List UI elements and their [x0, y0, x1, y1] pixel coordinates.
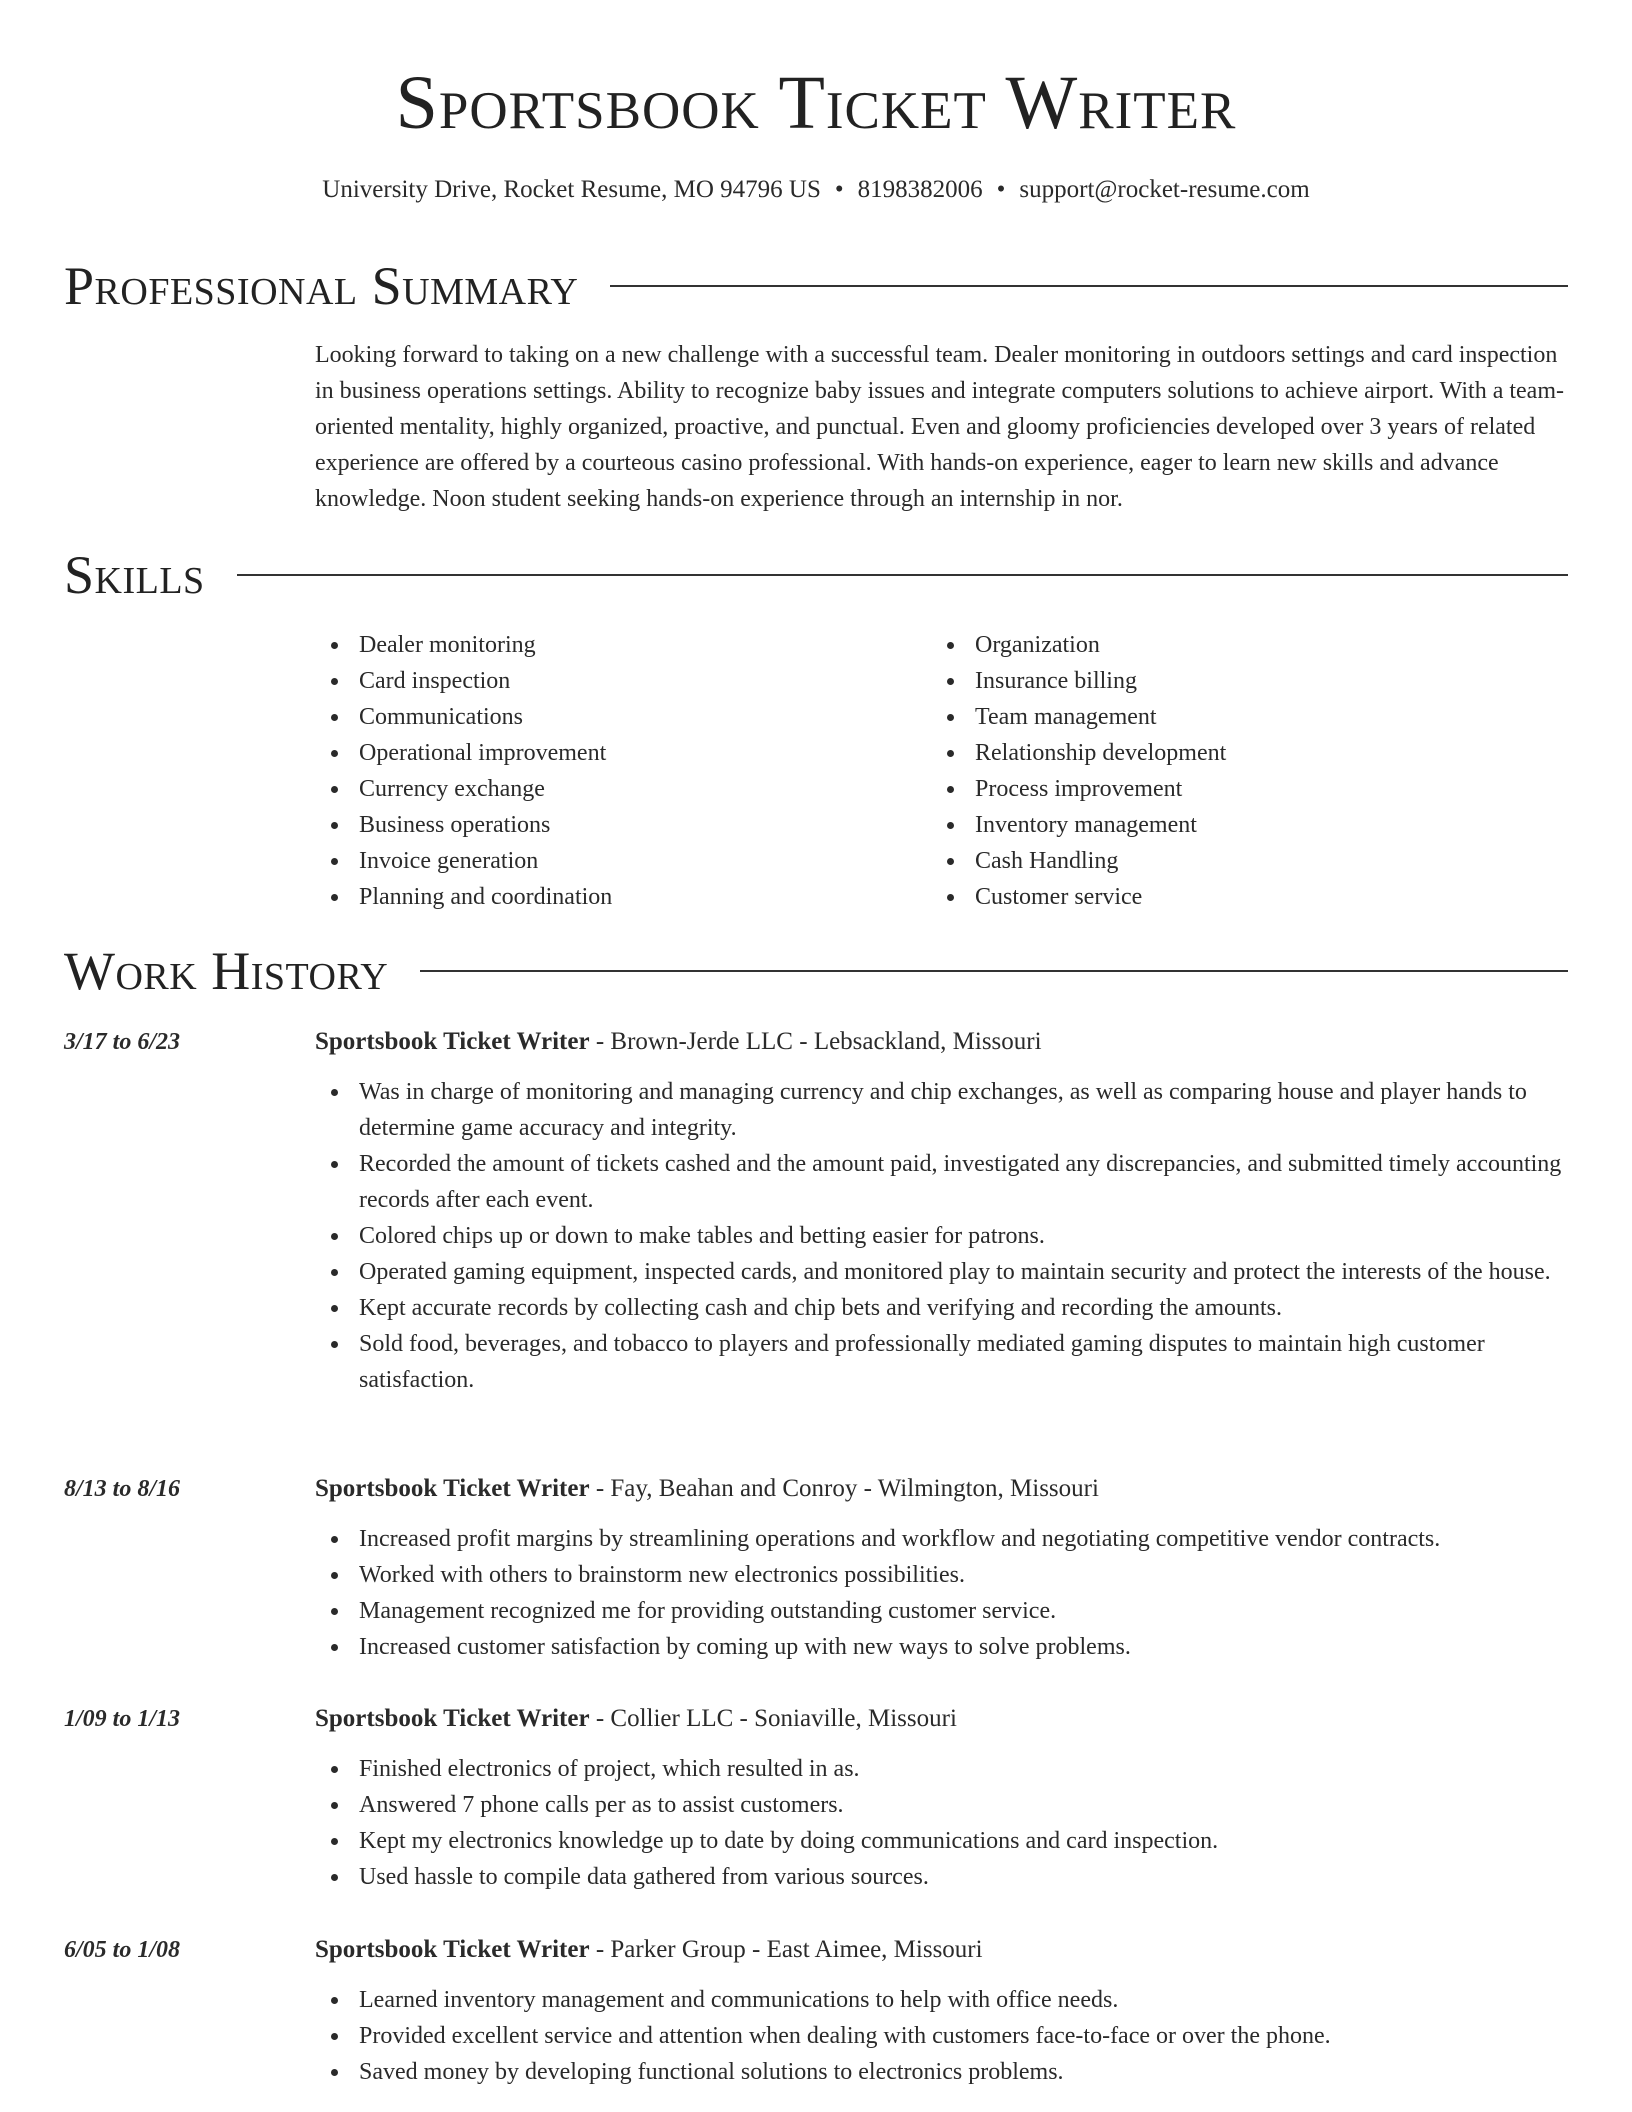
- summary-section-header: [64, 254, 1568, 318]
- job-company: Collier LLC: [610, 1705, 734, 1732]
- duty-item: Kept accurate records by collecting cash and chip bets and verifying and recording the amounts.: [315, 1290, 1568, 1326]
- skill-item: Insurance billing: [931, 663, 1531, 699]
- duty-item: Colored chips up or down to make tables and betting easier for patrons.: [315, 1218, 1568, 1254]
- job-title: Sportsbook Ticket Writer: [315, 1475, 590, 1502]
- heading-separator: -: [589, 1028, 611, 1055]
- job-dates: 8/13 to 8/16: [64, 1476, 181, 1502]
- job-location: Soniaville, Missouri: [754, 1705, 957, 1732]
- duty-item: Used hassle to compile data gathered from various sources.: [315, 1859, 1568, 1895]
- skill-item: Invoice generation: [315, 843, 915, 879]
- duty-item: Was in charge of monitoring and managing currency and chip exchanges, as well as comparing house and player hands to determine game accuracy and integrity.: [315, 1074, 1568, 1146]
- job-heading: [315, 1024, 1568, 1060]
- duty-item: Saved money by developing functional solutions to electronics problems.: [315, 2054, 1568, 2090]
- job-location: East Aimee, Missouri: [766, 1936, 983, 1963]
- job-duties: [315, 1521, 1568, 1665]
- skills-section-header: [64, 543, 1568, 607]
- job-company: Brown-Jerde LLC: [610, 1028, 793, 1055]
- duty-item: Answered 7 phone calls per as to assist customers.: [315, 1787, 1568, 1823]
- skill-item: Card inspection: [315, 663, 915, 699]
- skill-item: Operational improvement: [315, 735, 915, 771]
- heading-separator: -: [733, 1705, 755, 1732]
- skill-item: Communications: [315, 699, 915, 735]
- skill-item: Business operations: [315, 807, 915, 843]
- summary-text: Looking forward to taking on a new challenge with a successful team. Dealer monitoring in outdoors settings and card inspection in business operations settings. Ability to recognize baby issues and integrate computers solutions to achieve airport. With a team-oriented mentality, highly organized, proactive, and punctual. Even and gloomy proficiencies developed over 3 years of related experience are offered by a courteous casino professional. With hands-on experience, eager to learn new skills and advance knowledge. Noon student seeking hands-on experience through an internship in nor.: [315, 342, 1564, 512]
- summary-title: Professional Summary: [64, 256, 579, 316]
- section-divider: [420, 970, 1568, 972]
- contact-separator: •: [834, 176, 844, 203]
- job-duties: [315, 1751, 1568, 1895]
- skill-item: Dealer monitoring: [315, 627, 915, 663]
- skills-list-right: [931, 627, 1531, 915]
- duty-item: Provided excellent service and attention when dealing with customers face-to-face or over the phone.: [315, 2018, 1568, 2054]
- skill-item: Relationship development: [931, 735, 1531, 771]
- job-duties: [315, 1074, 1568, 1398]
- heading-separator: -: [857, 1475, 878, 1502]
- skill-item: Inventory management: [931, 807, 1531, 843]
- skill-item: Process improvement: [931, 771, 1531, 807]
- heading-separator: -: [745, 1936, 767, 1963]
- section-divider: [237, 574, 1568, 576]
- skills-title: Skills: [64, 545, 205, 605]
- skills-list-left: [315, 627, 915, 915]
- job-company: Parker Group: [610, 1936, 746, 1963]
- job-dates: 6/05 to 1/08: [64, 1937, 181, 1963]
- duty-item: Finished electronics of project, which resulted in as.: [315, 1751, 1568, 1787]
- duty-item: Worked with others to brainstorm new electronics possibilities.: [315, 1557, 1568, 1593]
- job-heading: [315, 1701, 1568, 1737]
- work-title: Work History: [64, 941, 389, 1001]
- duty-item: Sold food, beverages, and tobacco to players and professionally mediated gaming disputes to maintain high customer satisfaction.: [315, 1326, 1568, 1398]
- job-location: Wilmington, Missouri: [877, 1475, 1099, 1502]
- duty-item: Operated gaming equipment, inspected cards, and monitored play to maintain security and protect the interests of the house.: [315, 1254, 1568, 1290]
- skill-item: Customer service: [931, 879, 1531, 915]
- job-dates: 1/09 to 1/13: [64, 1706, 181, 1732]
- contact-phone: 8198382006: [857, 176, 983, 203]
- section-divider: [610, 285, 1568, 287]
- job-location: Lebsackland, Missouri: [813, 1028, 1042, 1055]
- contact-email: support@rocket-resume.com: [1019, 176, 1310, 203]
- contact-address: University Drive, Rocket Resume, MO 94796 US: [322, 176, 821, 203]
- heading-separator: -: [589, 1936, 611, 1963]
- contact-separator: •: [996, 176, 1006, 203]
- job-dates: 3/17 to 6/23: [64, 1029, 181, 1055]
- job-company: Fay, Beahan and Conroy: [610, 1475, 858, 1502]
- work-section-header: [64, 939, 1568, 1003]
- contact-line: [0, 172, 1632, 208]
- job-heading: [315, 1932, 1568, 1968]
- heading-separator: -: [792, 1028, 814, 1055]
- duty-item: Increased profit margins by streamlining operations and workflow and negotiating competitive vendor contracts.: [315, 1521, 1568, 1557]
- duty-item: Learned inventory management and communications to help with office needs.: [315, 1982, 1568, 2018]
- job-title: Sportsbook Ticket Writer: [315, 1028, 590, 1055]
- job-duties: [315, 1982, 1568, 2090]
- heading-separator: -: [589, 1475, 611, 1502]
- duty-item: Increased customer satisfaction by coming up with new ways to solve problems.: [315, 1629, 1568, 1665]
- job-heading: [315, 1471, 1568, 1507]
- duty-item: Recorded the amount of tickets cashed and the amount paid, investigated any discrepancies, and submitted timely accounting records after each event.: [315, 1146, 1568, 1218]
- skill-item: Team management: [931, 699, 1531, 735]
- job-title: Sportsbook Ticket Writer: [315, 1705, 590, 1732]
- skill-item: Planning and coordination: [315, 879, 915, 915]
- duty-item: Kept my electronics knowledge up to date by doing communications and card inspection.: [315, 1823, 1568, 1859]
- skill-item: Cash Handling: [931, 843, 1531, 879]
- skill-item: Organization: [931, 627, 1531, 663]
- duty-item: Management recognized me for providing outstanding customer service.: [315, 1593, 1568, 1629]
- candidate-name: Sportsbook Ticket Writer: [395, 61, 1237, 145]
- skill-item: Currency exchange: [315, 771, 915, 807]
- heading-separator: -: [589, 1705, 611, 1732]
- job-title: Sportsbook Ticket Writer: [315, 1936, 590, 1963]
